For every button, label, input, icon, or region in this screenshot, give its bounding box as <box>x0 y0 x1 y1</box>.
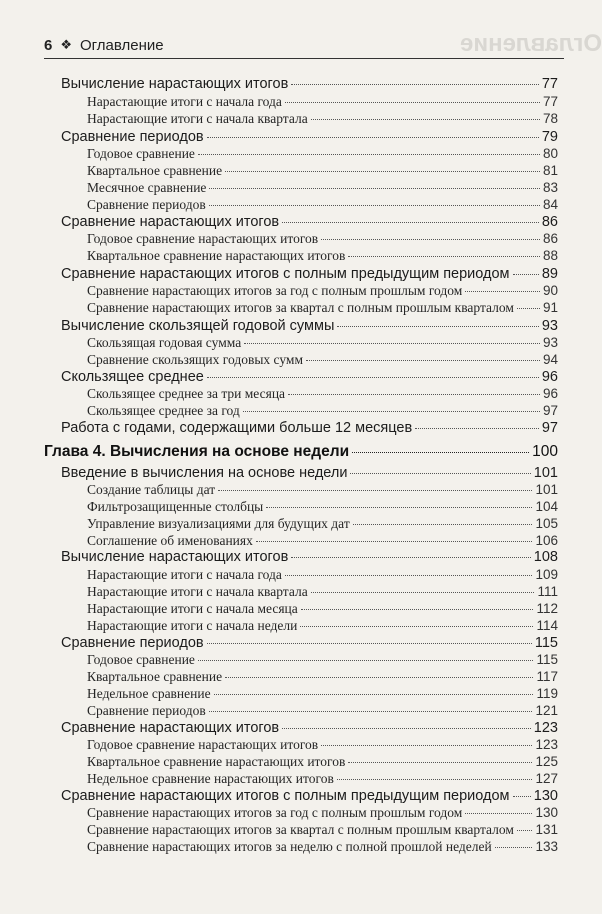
toc-entry-title: Сравнение нарастающих итогов за год с полным прошлым годом <box>87 283 463 298</box>
toc-entry-page: 89 <box>541 266 558 282</box>
toc-entry-title: Квартальное сравнение <box>87 669 223 684</box>
toc-subsection <box>87 822 558 838</box>
dot-leader <box>198 660 534 661</box>
toc-subsection <box>87 584 558 600</box>
toc-entry-page: 81 <box>542 163 558 178</box>
toc-entry-page: 105 <box>535 516 558 531</box>
toc-entry-title: Сравнение периодов <box>61 635 204 651</box>
toc-entry-title: Нарастающие итоги с начала квартала <box>87 584 308 599</box>
toc-entry-page: 123 <box>533 720 558 736</box>
toc-entry-page: 130 <box>535 805 558 820</box>
dot-leader <box>321 239 540 240</box>
toc-entry-title: Нарастающие итоги с начала года <box>87 567 282 582</box>
toc-subsection <box>87 94 558 110</box>
dot-leader <box>321 745 532 746</box>
dot-leader <box>218 490 532 491</box>
toc-section <box>61 369 558 385</box>
toc-entry-title: Сравнение нарастающих итогов за квартал с полным прошлым кварталом <box>87 300 514 315</box>
toc-entry-page: 77 <box>542 94 558 109</box>
dot-leader <box>256 541 533 542</box>
toc-entry-title: Скользящее среднее за три месяца <box>87 386 286 401</box>
toc-entry-title: Сравнение нарастающих итогов с полным предыдущим периодом <box>61 788 510 804</box>
toc-subsection <box>87 403 558 419</box>
toc-entry-title: Квартальное сравнение нарастающих итогов <box>87 248 346 263</box>
toc-entry-page: 84 <box>542 197 558 212</box>
toc-subsection <box>87 516 558 532</box>
toc-entry-title: Нарастающие итоги с начала года <box>87 94 282 109</box>
toc-entry-page: 86 <box>542 231 558 246</box>
toc-entry-page: 79 <box>541 129 558 145</box>
dot-leader <box>214 694 534 695</box>
toc-entry-page: 96 <box>542 386 558 401</box>
bleed-through-title: Оглавление <box>460 30 602 57</box>
toc-entry-page: 86 <box>541 214 558 230</box>
toc-entry-page: 97 <box>542 403 558 418</box>
toc-entry-page: 91 <box>542 300 558 315</box>
toc-entry-page: 83 <box>542 180 558 195</box>
toc-entry-title: Нарастающие итоги с начала квартала <box>87 111 308 126</box>
toc-section <box>61 214 558 230</box>
toc-entry-title: Сравнение нарастающих итогов с полным предыдущим периодом <box>61 266 510 282</box>
toc-subsection <box>87 352 558 368</box>
toc-entry-page: 125 <box>535 754 558 769</box>
toc-section <box>61 549 558 565</box>
dot-leader <box>495 847 533 848</box>
toc-entry-title: Нарастающие итоги с начала месяца <box>87 601 298 616</box>
toc-entry-page: 104 <box>535 499 558 514</box>
toc-section <box>61 420 558 436</box>
toc-entry-title: Месячное сравнение <box>87 180 207 195</box>
toc-entry-title: Вычисление нарастающих итогов <box>61 76 289 92</box>
toc-entry-title: Нарастающие итоги с начала недели <box>87 618 298 633</box>
toc-subsection <box>87 499 558 515</box>
toc-subsection <box>87 771 558 787</box>
toc-entry-page: 111 <box>537 584 558 599</box>
toc-entry-page: 77 <box>541 76 558 92</box>
toc-subsection <box>87 703 558 719</box>
dot-leader <box>306 360 540 361</box>
toc-subsection <box>87 197 558 213</box>
dot-leader <box>465 291 540 292</box>
toc-subsection <box>87 839 558 855</box>
toc-subsection <box>87 686 558 702</box>
dot-leader <box>337 779 533 780</box>
toc-subsection <box>87 180 558 196</box>
page-number: 6 <box>44 36 53 54</box>
toc-entry-page: 100 <box>532 443 558 460</box>
toc-subsection <box>87 805 558 821</box>
dot-leader <box>266 507 532 508</box>
toc-entry-page: 117 <box>536 669 558 684</box>
toc-entry-page: 133 <box>535 839 558 854</box>
dot-leader <box>513 274 539 275</box>
toc-entry-title: Соглашение об именованиях <box>87 533 253 548</box>
toc-entry-title: Сравнение периодов <box>87 197 206 212</box>
dot-leader <box>288 394 540 395</box>
toc-entry-page: 119 <box>536 686 558 701</box>
toc-entry-title: Недельное сравнение нарастающих итогов <box>87 771 334 786</box>
toc-subsection <box>87 163 558 179</box>
toc-chapter <box>44 443 558 461</box>
toc-subsection <box>87 248 558 264</box>
toc-entry-page: 101 <box>535 482 558 497</box>
toc-entry-title: Сравнение нарастающих итогов за квартал с полным прошлым кварталом <box>87 822 514 837</box>
toc-subsection <box>87 231 558 247</box>
toc-entry-title: Сравнение периодов <box>87 703 206 718</box>
toc-entry-page: 121 <box>535 703 558 718</box>
toc-entry-page: 80 <box>542 146 558 161</box>
dot-leader <box>209 188 540 189</box>
toc-entry-page: 123 <box>535 737 558 752</box>
toc-entry-title: Создание таблицы дат <box>87 482 216 497</box>
toc-subsection <box>87 386 558 402</box>
toc-entry-page: 97 <box>541 420 558 436</box>
toc-section <box>61 76 558 92</box>
dot-leader <box>337 326 538 327</box>
dot-leader <box>291 557 531 558</box>
toc-entry-title: Годовое сравнение нарастающих итогов <box>87 231 319 246</box>
toc-entry-page: 94 <box>542 352 558 367</box>
toc-entry-title: Скользящее среднее за год <box>87 403 240 418</box>
toc-entry-title: Работа с годами, содержащими больше 12 месяцев <box>61 420 413 436</box>
toc-entry-title: Скользящее среднее <box>61 369 204 385</box>
toc-subsection <box>87 482 558 498</box>
toc-entry-title: Фильтрозащищенные столбцы <box>87 499 264 514</box>
dot-leader <box>311 592 535 593</box>
toc-entry-title: Сравнение периодов <box>61 129 204 145</box>
dot-leader <box>282 728 531 729</box>
toc-entry-title: Годовое сравнение <box>87 652 195 667</box>
toc-entry-page: 112 <box>536 601 558 616</box>
toc-section <box>61 465 558 481</box>
dot-leader <box>311 119 540 120</box>
toc-entry-page: 93 <box>542 335 558 350</box>
dot-leader <box>465 813 532 814</box>
toc-section <box>61 266 558 282</box>
toc-entry-title: Вычисление скользящей годовой суммы <box>61 318 335 334</box>
toc-entry-title: Годовое сравнение <box>87 146 195 161</box>
toc-subsection <box>87 652 558 668</box>
dot-leader <box>225 677 533 678</box>
dot-leader <box>225 171 540 172</box>
dot-leader <box>301 609 534 610</box>
toc-entry-title: Сравнение нарастающих итогов за неделю с полной прошлой неделей <box>87 839 492 854</box>
toc-entry-title: Сравнение нарастающих итогов за год с полным прошлым годом <box>87 805 463 820</box>
toc-entry-page: 109 <box>535 567 558 582</box>
toc-section <box>61 635 558 651</box>
dot-leader <box>415 428 539 429</box>
toc-entry-title: Квартальное сравнение <box>87 163 223 178</box>
dot-leader <box>517 830 533 831</box>
dot-leader <box>244 343 540 344</box>
dot-leader <box>207 643 532 644</box>
toc-entry-page: 88 <box>542 248 558 263</box>
toc-entry-page: 106 <box>535 533 558 548</box>
running-title: Оглавление <box>80 36 164 54</box>
toc-entry-page: 93 <box>541 318 558 334</box>
dot-leader <box>350 473 530 474</box>
dot-leader <box>207 377 539 378</box>
dot-leader <box>353 524 533 525</box>
dot-leader <box>285 102 540 103</box>
dot-leader <box>348 256 540 257</box>
toc-subsection <box>87 283 558 299</box>
toc-section <box>61 788 558 804</box>
toc-subsection <box>87 737 558 753</box>
toc-subsection <box>87 601 558 617</box>
toc-entry-page: 127 <box>535 771 558 786</box>
toc-section <box>61 318 558 334</box>
dot-leader <box>207 137 539 138</box>
toc-entry-title: Недельное сравнение <box>87 686 211 701</box>
toc-subsection <box>87 146 558 162</box>
dot-leader <box>198 154 540 155</box>
toc-subsection <box>87 618 558 634</box>
toc-entry-page: 96 <box>541 369 558 385</box>
toc-subsection <box>87 335 558 351</box>
toc-entry-page: 115 <box>536 652 558 667</box>
toc-subsection <box>87 111 558 127</box>
toc-entry-title: Глава 4. Вычисления на основе недели <box>44 443 350 460</box>
toc-entry-title: Годовое сравнение нарастающих итогов <box>87 737 319 752</box>
toc-entry-title: Сравнение нарастающих итогов <box>61 214 280 230</box>
toc-subsection <box>87 533 558 549</box>
toc-entry-title: Вычисление нарастающих итогов <box>61 549 289 565</box>
toc-entry-page: 130 <box>533 788 558 804</box>
toc-entry-page: 115 <box>534 635 558 651</box>
dot-leader <box>348 762 532 763</box>
toc-entry-page: 90 <box>542 283 558 298</box>
dot-leader <box>209 711 533 712</box>
dot-leader <box>209 205 540 206</box>
dot-leader <box>513 796 531 797</box>
toc-entry-title: Управление визуализациями для будущих дат <box>87 516 350 531</box>
toc-entry-title: Квартальное сравнение нарастающих итогов <box>87 754 346 769</box>
toc-section <box>61 720 558 736</box>
dot-leader <box>291 84 539 85</box>
dot-leader <box>285 575 533 576</box>
toc-subsection <box>87 300 558 316</box>
toc-subsection <box>87 669 558 685</box>
toc-entry-page: 114 <box>536 618 558 633</box>
toc-subsection <box>87 567 558 583</box>
dot-leader <box>300 626 533 627</box>
toc-entry-page: 108 <box>533 549 558 565</box>
toc-subsection <box>87 754 558 770</box>
dot-leader <box>517 308 540 309</box>
dot-leader <box>243 411 540 412</box>
toc-entry-title: Сравнение нарастающих итогов <box>61 720 280 736</box>
toc-entry-title: Скользящая годовая сумма <box>87 335 242 350</box>
dot-leader <box>282 222 539 223</box>
dot-leader <box>352 452 529 453</box>
diamond-bullet-icon: ❖ <box>60 37 72 52</box>
toc-entry-page: 101 <box>533 465 558 481</box>
toc-entry-title: Сравнение скользящих годовых сумм <box>87 352 303 367</box>
toc-section <box>61 129 558 145</box>
toc-entry-title: Введение в вычисления на основе недели <box>61 465 348 481</box>
toc-entry-page: 131 <box>535 822 558 837</box>
toc-entry-page: 78 <box>542 111 558 126</box>
